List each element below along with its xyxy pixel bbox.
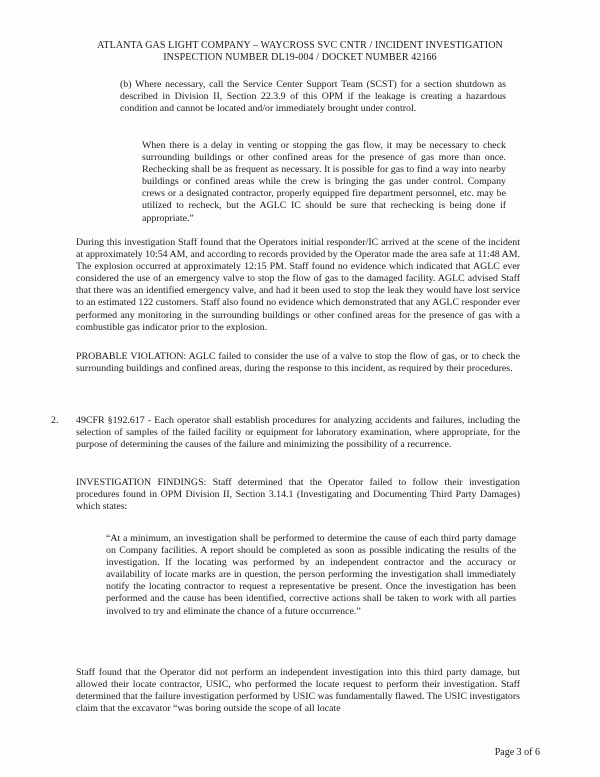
- investigation-paragraph-1: [76, 237, 520, 334]
- procedure-item-b: [120, 79, 506, 115]
- item-b-text: Where necessary, call the Service Center Support Team (SCST) for a section shutdown as described in Division II, Section 22.3.9 of this OPM if the leakage is creating a hazardous condition and cannot be located and/or immediately brought under control.: [120, 79, 506, 115]
- probable-violation: [76, 351, 520, 375]
- quote-third-party-text: “At a minimum, an investigation shall be performed to determine the cause of each third party damage on Company facilities. A report should be completed as soon as possible indicating the results of the investigation. If the locating was performed by an independent contractor and the accuracy or availability of locate marks are in question, the person performing the investigation shall immediately notify the locating contractor to request a representative be present. Once the investigation has been performed and the cause has been identified, corrective actions shall be taken to work with all parties involved to try and eliminate the chance of a future occurrence.”: [106, 533, 516, 617]
- findings-text: INVESTIGATION FINDINGS: Staff determined that the Operator failed to follow their investigation procedures found in OPM Division II, Section 3.14.1 (Investigating and Documenting Third Party Damages) which states:: [76, 477, 520, 513]
- regulation-item-2: [76, 415, 520, 451]
- item-b-label: (b): [120, 79, 132, 90]
- investigation-paragraph-2: [76, 667, 520, 715]
- quote-recheck-text: When there is a delay in venting or stopping the gas flow, it may be necessary to check surrounding buildings or other confined areas for the presence of gas more than once. Rechecking shall be as frequent as necessary. It is possible for gas to find a way into nearby buildings or confined areas while the crew is bringing the gas under control. Company crews or a designated contractor, properly equipped fire department personnel, etc. may be utilized to recheck, but the AGLC IC should be sure that rechecking is being done if appropriate.”: [142, 140, 506, 224]
- header-line-1: ATLANTA GAS LIGHT COMPANY – WAYCROSS SVC CNTR / INCIDENT INVESTIGATION: [97, 40, 503, 51]
- item-2-number: 2.: [51, 415, 59, 426]
- paragraph-2-text: Staff found that the Operator did not perform an independent investigation into this third party damage, but allowed their locate contractor, USIC, who performed the locate request to perform their investigation. Staff determined that the failure investigation performed by USIC was fundamentally flawed. The USIC investigators claim that the excavator “was boring outside the scope of all locate: [76, 667, 520, 715]
- page-number: Page 3 of 6: [494, 747, 540, 758]
- probable-violation-text: PROBABLE VIOLATION: AGLC failed to consider the use of a valve to stop the flow of gas, or to check the surrounding buildings and confined areas, during the response to this incident, as required by their procedures.: [76, 351, 520, 375]
- procedure-quote-recheck: [142, 140, 506, 225]
- page-header: [60, 40, 540, 64]
- header-line-2: INSPECTION NUMBER DL19-004 / DOCKET NUMBER 42166: [163, 52, 437, 63]
- paragraph-1-text: During this investigation Staff found that the Operators initial responder/IC arrived at the scene of the incident at approximately 10:54 AM, and according to records provided by the Operator made the area safe at 11:48 AM. The explosion occurred at approximately 12:15 PM. Staff found no evidence which indicated that AGLC ever considered the use of an emergency valve to stop the flow of gas to the damaged facility. AGLC advised Staff that there was an identified emergency valve, and had it been used to stop the leak they would have lost service to an estimated 122 customers. Staff also found no evidence which demonstrated that any AGLC responder ever performed any monitoring in the surrounding buildings or other confined areas for the presence of gas with a combustible gas indicator prior to the explosion.: [76, 237, 520, 333]
- item-2-text: 49CFR §192.617 - Each operator shall establish procedures for analyzing accidents and failures, including the selection of samples of the failed facility or equipment for laboratory examination, where appropriate, for the purpose of determining the causes of the failure and minimizing the possibility of a recurrence.: [76, 415, 520, 451]
- procedure-quote-third-party: [106, 533, 516, 618]
- investigation-findings: [76, 477, 520, 513]
